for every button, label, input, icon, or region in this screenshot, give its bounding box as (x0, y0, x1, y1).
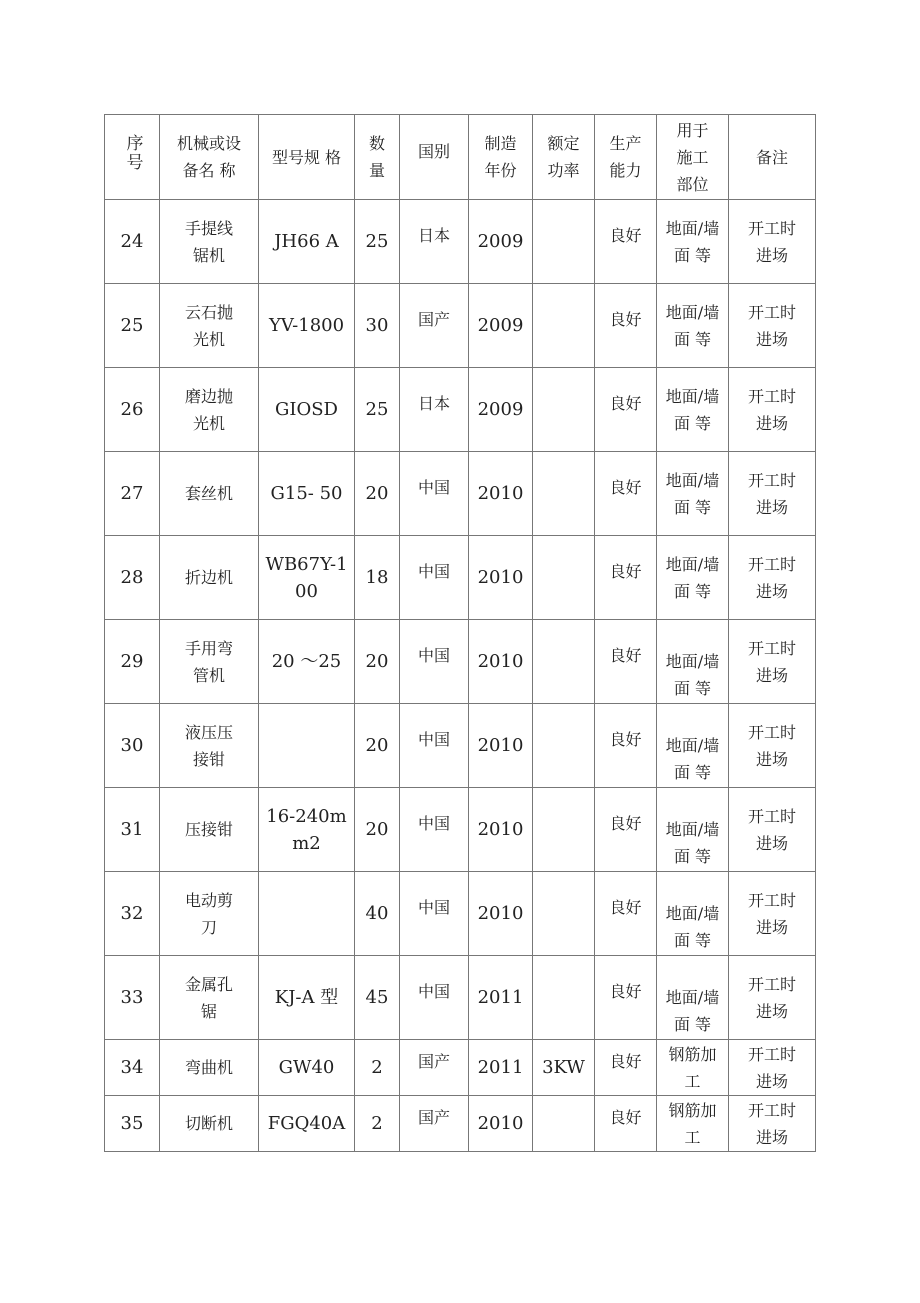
cell-usage: 地面/墙面 等 (657, 536, 729, 620)
cell-power (533, 704, 595, 788)
cell-country: 日本 (400, 200, 469, 284)
cell-qty: 25 (355, 368, 400, 452)
cell-year: 2010 (469, 452, 533, 536)
cell-remark: 开工时进场 (729, 452, 816, 536)
cell-name: 弯曲机 (160, 1040, 259, 1096)
equipment-table (104, 114, 816, 1152)
table-body (105, 200, 816, 1152)
cell-seq: 27 (105, 452, 160, 536)
cell-qty: 18 (355, 536, 400, 620)
cell-country: 中国 (400, 536, 469, 620)
cell-capacity: 良好 (595, 872, 657, 956)
cell-seq: 32 (105, 872, 160, 956)
header-row (105, 115, 816, 200)
cell-country: 中国 (400, 704, 469, 788)
cell-qty: 25 (355, 200, 400, 284)
cell-remark: 开工时进场 (729, 368, 816, 452)
cell-qty: 40 (355, 872, 400, 956)
cell-name: 金属孔 锯 (160, 956, 259, 1040)
cell-country: 国产 (400, 284, 469, 368)
cell-capacity: 良好 (595, 956, 657, 1040)
cell-capacity: 良好 (595, 704, 657, 788)
cell-capacity: 良好 (595, 536, 657, 620)
cell-remark: 开工时进场 (729, 620, 816, 704)
table-row (105, 536, 816, 620)
cell-usage: 钢筋加工 (657, 1040, 729, 1096)
cell-year: 2010 (469, 536, 533, 620)
cell-qty: 2 (355, 1096, 400, 1152)
cell-power (533, 620, 595, 704)
table-row (105, 704, 816, 788)
cell-remark: 开工时进场 (729, 536, 816, 620)
cell-usage: 地面/墙面 等 (657, 200, 729, 284)
cell-capacity: 良好 (595, 200, 657, 284)
cell-qty: 45 (355, 956, 400, 1040)
header-country: 国别 (400, 115, 469, 200)
cell-model (259, 872, 355, 956)
table-row (105, 788, 816, 872)
cell-usage: 地面/墙面 等 (657, 620, 729, 704)
cell-power (533, 452, 595, 536)
cell-name: 手用弯管机 (160, 620, 259, 704)
header-qty: 数量 (355, 115, 400, 200)
cell-model: YV-1800 (259, 284, 355, 368)
cell-capacity: 良好 (595, 452, 657, 536)
cell-model: WB67Y-100 (259, 536, 355, 620)
cell-remark: 开工时进场 (729, 788, 816, 872)
cell-seq: 35 (105, 1096, 160, 1152)
cell-country: 国产 (400, 1096, 469, 1152)
cell-year: 2010 (469, 872, 533, 956)
cell-qty: 20 (355, 788, 400, 872)
cell-country: 中国 (400, 620, 469, 704)
cell-name: 压接钳 (160, 788, 259, 872)
cell-model: G15- 50 (259, 452, 355, 536)
cell-year: 2010 (469, 1096, 533, 1152)
header-model: 型号规 格 (259, 115, 355, 200)
cell-country: 中国 (400, 956, 469, 1040)
cell-name: 电动剪 刀 (160, 872, 259, 956)
cell-capacity: 良好 (595, 620, 657, 704)
cell-power (533, 284, 595, 368)
cell-name: 切断机 (160, 1096, 259, 1152)
cell-country: 中国 (400, 872, 469, 956)
cell-power (533, 536, 595, 620)
cell-usage: 地面/墙面 等 (657, 956, 729, 1040)
cell-seq: 34 (105, 1040, 160, 1096)
header-seq: 序号 (105, 115, 160, 200)
cell-remark: 开工时进场 (729, 200, 816, 284)
table-row (105, 284, 816, 368)
table-row (105, 620, 816, 704)
cell-seq: 30 (105, 704, 160, 788)
cell-capacity: 良好 (595, 284, 657, 368)
cell-model: GIOSD (259, 368, 355, 452)
cell-power (533, 1096, 595, 1152)
cell-power (533, 788, 595, 872)
table-row (105, 368, 816, 452)
cell-year: 2009 (469, 368, 533, 452)
cell-usage: 地面/墙面 等 (657, 284, 729, 368)
cell-power (533, 872, 595, 956)
table-row (105, 872, 816, 956)
cell-model: KJ-A 型 (259, 956, 355, 1040)
cell-capacity: 良好 (595, 368, 657, 452)
cell-qty: 20 (355, 704, 400, 788)
cell-year: 2011 (469, 956, 533, 1040)
cell-capacity: 良好 (595, 1040, 657, 1096)
cell-name: 液压压接钳 (160, 704, 259, 788)
cell-name: 折边机 (160, 536, 259, 620)
cell-seq: 33 (105, 956, 160, 1040)
cell-name: 磨边抛光机 (160, 368, 259, 452)
cell-remark: 开工时进场 (729, 872, 816, 956)
cell-model: GW40 (259, 1040, 355, 1096)
cell-remark: 开工时进场 (729, 1040, 816, 1096)
table-row (105, 452, 816, 536)
cell-qty: 20 (355, 620, 400, 704)
cell-seq: 24 (105, 200, 160, 284)
cell-power (533, 200, 595, 284)
cell-power (533, 368, 595, 452)
header-capacity: 生产能力 (595, 115, 657, 200)
cell-seq: 25 (105, 284, 160, 368)
cell-country: 日本 (400, 368, 469, 452)
cell-country: 中国 (400, 788, 469, 872)
cell-model: JH66 A (259, 200, 355, 284)
header-remark: 备注 (729, 115, 816, 200)
cell-year: 2009 (469, 284, 533, 368)
cell-power: 3KW (533, 1040, 595, 1096)
cell-seq: 29 (105, 620, 160, 704)
cell-qty: 20 (355, 452, 400, 536)
cell-model: 20 ～25 (259, 620, 355, 704)
cell-qty: 2 (355, 1040, 400, 1096)
cell-remark: 开工时进场 (729, 704, 816, 788)
cell-model: FGQ40A (259, 1096, 355, 1152)
cell-name: 套丝机 (160, 452, 259, 536)
cell-seq: 31 (105, 788, 160, 872)
cell-power (533, 956, 595, 1040)
cell-country: 国产 (400, 1040, 469, 1096)
cell-usage: 地面/墙面 等 (657, 704, 729, 788)
cell-country: 中国 (400, 452, 469, 536)
table-row (105, 1096, 816, 1152)
table-row (105, 200, 816, 284)
header-name: 机械或设备名 称 (160, 115, 259, 200)
cell-year: 2010 (469, 788, 533, 872)
cell-remark: 开工时进场 (729, 1096, 816, 1152)
cell-year: 2010 (469, 620, 533, 704)
cell-qty: 30 (355, 284, 400, 368)
cell-usage: 地面/墙面 等 (657, 368, 729, 452)
cell-name: 云石抛光机 (160, 284, 259, 368)
table-row (105, 956, 816, 1040)
cell-year: 2010 (469, 704, 533, 788)
cell-remark: 开工时进场 (729, 284, 816, 368)
cell-usage: 地面/墙面 等 (657, 872, 729, 956)
cell-usage: 钢筋加工 (657, 1096, 729, 1152)
cell-remark: 开工时进场 (729, 956, 816, 1040)
cell-name: 手提线锯机 (160, 200, 259, 284)
table-row (105, 1040, 816, 1096)
cell-capacity: 良好 (595, 1096, 657, 1152)
header-usage: 用于施工部位 (657, 115, 729, 200)
header-year: 制造年份 (469, 115, 533, 200)
cell-year: 2009 (469, 200, 533, 284)
header-power: 额定功率 (533, 115, 595, 200)
cell-seq: 26 (105, 368, 160, 452)
cell-model: 16-240mm2 (259, 788, 355, 872)
cell-capacity: 良好 (595, 788, 657, 872)
cell-usage: 地面/墙面 等 (657, 452, 729, 536)
cell-year: 2011 (469, 1040, 533, 1096)
cell-seq: 28 (105, 536, 160, 620)
cell-model (259, 704, 355, 788)
cell-usage: 地面/墙面 等 (657, 788, 729, 872)
